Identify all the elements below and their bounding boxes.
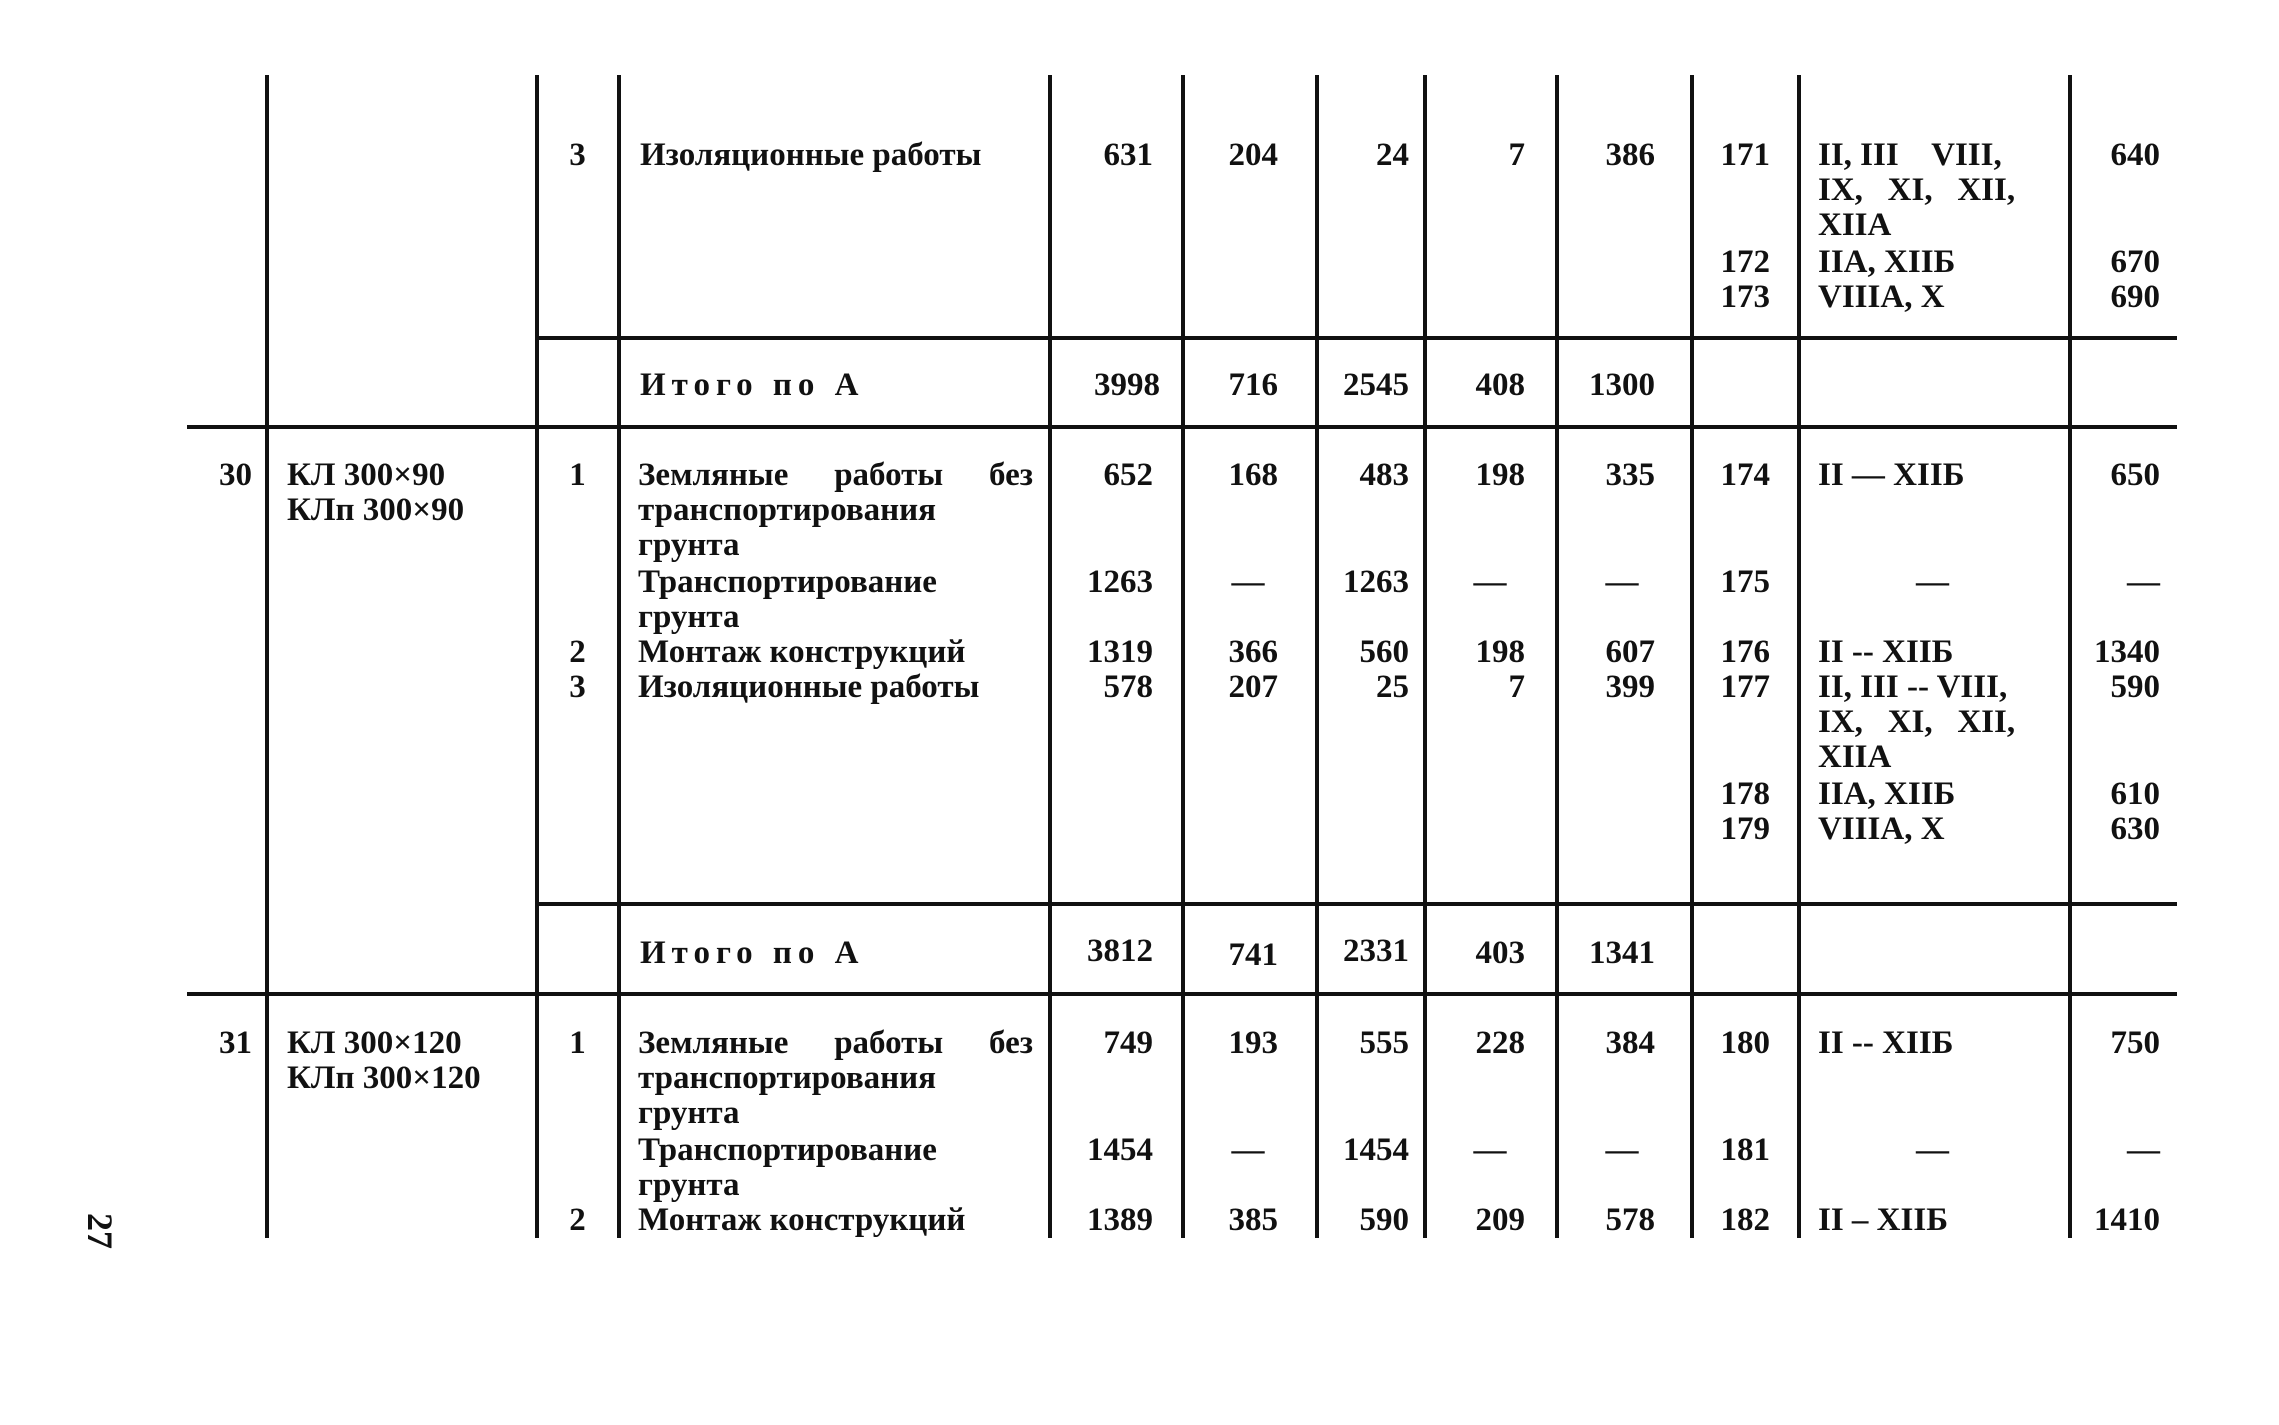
total-cell: 1300 (1589, 367, 1655, 403)
table-cell: 7 (1508, 137, 1525, 173)
total-label: Итого по А (640, 367, 865, 403)
table-cell: 168 (1228, 457, 1278, 493)
table-cell: — (2127, 564, 2160, 600)
column-rule (2068, 75, 2072, 1238)
row-number: 30 (219, 457, 252, 493)
reference-number: 179 (1720, 811, 1770, 847)
reference-number: 180 (1720, 1025, 1770, 1061)
total-cell: 716 (1228, 367, 1278, 403)
table-cell: — (1605, 1132, 1639, 1168)
region-list: XIIA (1818, 207, 1892, 243)
column-rule (1423, 75, 1427, 1238)
reference-number: 173 (1720, 279, 1770, 315)
region-list: IIA, XIIБ (1818, 776, 1956, 812)
table-cell: 631 (1103, 137, 1153, 173)
stage-number: 1 (569, 1025, 586, 1061)
table-cell: 193 (1228, 1025, 1278, 1061)
column-rule (265, 75, 269, 1238)
work-name: грунта (638, 599, 740, 635)
table-cell: 483 (1359, 457, 1409, 493)
column-rule (1048, 75, 1052, 1238)
total-label: Итого по А (640, 935, 865, 971)
work-name: грунта (638, 1167, 740, 1203)
table-cell: 228 (1475, 1025, 1525, 1061)
reference-number: 175 (1720, 564, 1770, 600)
table-cell: 1389 (1087, 1202, 1153, 1238)
table-cell: 590 (2110, 669, 2160, 705)
table-cell: 198 (1475, 457, 1525, 493)
table-cell: 204 (1228, 137, 1278, 173)
table-cell: 560 (1359, 634, 1409, 670)
region-list: II, III VIII, (1818, 137, 2002, 173)
table-cell: — (2127, 1132, 2160, 1168)
table-cell: 650 (2110, 457, 2160, 493)
work-name: Транспортирование (638, 1132, 937, 1168)
reference-number: 171 (1720, 137, 1770, 173)
region-list: XIIA (1818, 739, 1892, 775)
work-name: транспортирования (638, 492, 937, 528)
column-rule (1315, 75, 1319, 1238)
region-list: II — XIIБ (1818, 457, 1965, 493)
region-list: II – XIIБ (1818, 1202, 1949, 1238)
table-cell: 209 (1475, 1202, 1525, 1238)
total-cell: 1341 (1589, 935, 1655, 971)
stage-number: 3 (569, 669, 586, 705)
column-rule (1181, 75, 1185, 1238)
row-number: 31 (219, 1025, 252, 1061)
table-cell: 750 (2110, 1025, 2160, 1061)
table-cell: 590 (1359, 1202, 1409, 1238)
page-number: 27 (80, 1213, 120, 1249)
column-rule (535, 75, 539, 1238)
reference-number: 177 (1720, 669, 1770, 705)
table-cell: 690 (2110, 279, 2160, 315)
column-rule (617, 75, 621, 1238)
table-cell: 1454 (1343, 1132, 1409, 1168)
table-cell: 578 (1605, 1202, 1655, 1238)
work-name: грунта (638, 527, 740, 563)
region-list: — (1916, 564, 1949, 600)
table-cell: 366 (1228, 634, 1278, 670)
table-cell: 652 (1103, 457, 1153, 493)
table-cell: 24 (1376, 137, 1409, 173)
region-list: IIA, XIIБ (1818, 244, 1956, 280)
region-list: IX, XI, XII, (1818, 704, 2016, 740)
work-name: Изоляционные работы (640, 137, 982, 173)
table-cell: 640 (2110, 137, 2160, 173)
table-cell: 749 (1103, 1025, 1153, 1061)
work-name: Изоляционные работы (638, 669, 980, 705)
region-list: — (1916, 1132, 1949, 1168)
table-cell: 1410 (2094, 1202, 2160, 1238)
table-cell: 384 (1605, 1025, 1655, 1061)
table-cell: 555 (1359, 1025, 1409, 1061)
element-type: КЛп 300×90 (287, 492, 465, 528)
work-name: грунта (638, 1095, 740, 1131)
table-cell: — (1231, 564, 1265, 600)
reference-number: 174 (1720, 457, 1770, 493)
table-cell: 198 (1475, 634, 1525, 670)
work-name: Монтаж конструкций (638, 634, 966, 670)
table-cell: 1263 (1343, 564, 1409, 600)
total-cell: 2545 (1343, 367, 1409, 403)
reference-number: 178 (1720, 776, 1770, 812)
total-cell: 3998 (1094, 367, 1160, 403)
work-name: Транспортирование (638, 564, 937, 600)
region-list: IX, XI, XII, (1818, 172, 2016, 208)
stage-number: 1 (569, 457, 586, 493)
row-rule (187, 992, 2177, 996)
column-rule (1690, 75, 1694, 1238)
region-list: II -- XIIБ (1818, 1025, 1954, 1061)
work-name: транспортирования (638, 1060, 937, 1096)
table-cell: — (1473, 1132, 1507, 1168)
row-rule (535, 902, 2177, 906)
table-cell: 607 (1605, 634, 1655, 670)
table-cell: 610 (2110, 776, 2160, 812)
work-name: Монтаж конструкций (638, 1202, 966, 1238)
region-list: II -- XIIБ (1818, 634, 1954, 670)
table-cell: 335 (1605, 457, 1655, 493)
table-cell: 578 (1103, 669, 1153, 705)
stage-number: 2 (569, 634, 586, 670)
column-rule (1555, 75, 1559, 1238)
stage-number: 2 (569, 1202, 586, 1238)
stage-number: 3 (569, 137, 586, 173)
table-cell: 630 (2110, 811, 2160, 847)
table-cell: 1454 (1087, 1132, 1153, 1168)
table-cell: 7 (1508, 669, 1525, 705)
region-list: VIIIA, X (1818, 279, 1945, 315)
table-cell: — (1473, 564, 1507, 600)
table-cell: 207 (1228, 669, 1278, 705)
total-cell: 403 (1475, 935, 1525, 971)
total-cell: 3812 (1087, 933, 1153, 969)
reference-number: 181 (1720, 1132, 1770, 1168)
reference-number: 176 (1720, 634, 1770, 670)
region-list: VIIIA, X (1818, 811, 1945, 847)
table-cell: 670 (2110, 244, 2160, 280)
table-cell: — (1231, 1132, 1265, 1168)
table-cell: 1340 (2094, 634, 2160, 670)
column-rule (1797, 75, 1801, 1238)
total-cell: 408 (1475, 367, 1525, 403)
row-rule (187, 425, 2177, 429)
table-cell: 25 (1376, 669, 1409, 705)
reference-number: 172 (1720, 244, 1770, 280)
element-type: КЛ 300×90 (287, 457, 446, 493)
region-list: II, III -- VIII, (1818, 669, 2008, 705)
element-type: КЛп 300×120 (287, 1060, 481, 1096)
table-cell: 1319 (1087, 634, 1153, 670)
total-cell: 741 (1228, 937, 1278, 973)
table-cell: — (1605, 564, 1639, 600)
table-cell: 399 (1605, 669, 1655, 705)
row-rule (535, 336, 2177, 340)
table-cell: 385 (1228, 1202, 1278, 1238)
work-name: Земляные работы без (638, 1025, 1033, 1061)
element-type: КЛ 300×120 (287, 1025, 462, 1061)
total-cell: 2331 (1343, 933, 1409, 969)
table-cell: 386 (1605, 137, 1655, 173)
table-cell: 1263 (1087, 564, 1153, 600)
reference-number: 182 (1720, 1202, 1770, 1238)
work-name: Земляные работы без (638, 457, 1033, 493)
